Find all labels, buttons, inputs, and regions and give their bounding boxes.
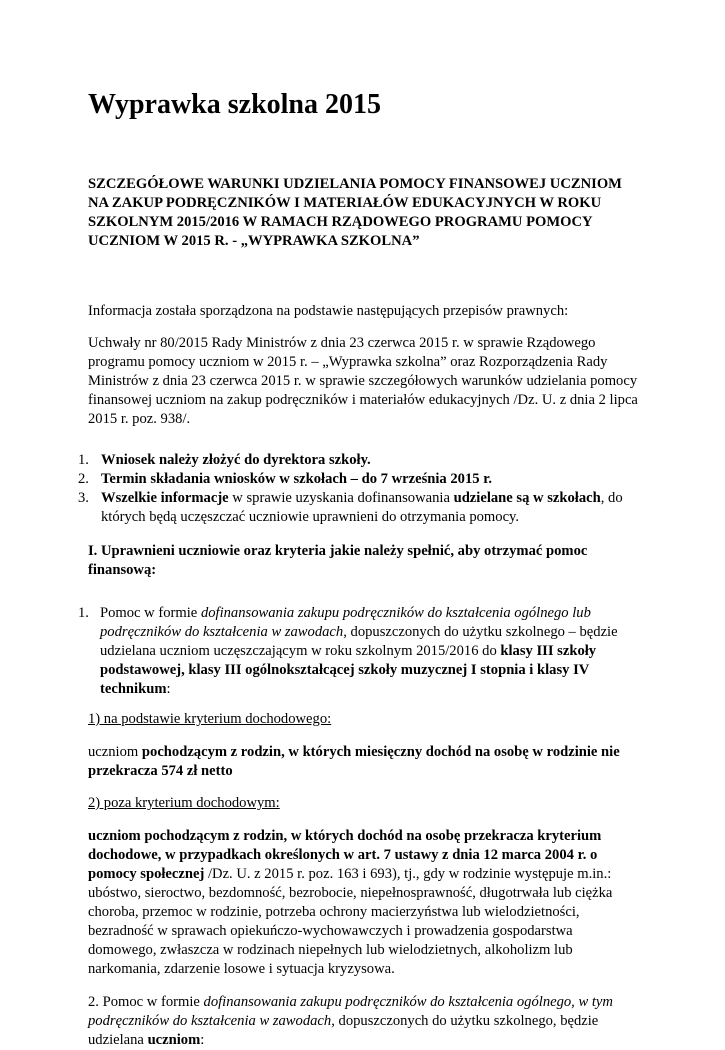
- document-subtitle: SZCZEGÓŁOWE WARUNKI UDZIELANIA POMOCY FINANSOWEJ UCZNIOM NA ZAKUP PODRĘCZNIKÓW I MATERIAŁÓW EDUKACYJNYCH W ROKU SZKOLNYM 2015/2016 W RAMACH RZĄDOWEGO PROGRAMU POMOCY UCZNIOM W 2015 R. - „WYPRAWKA SZKOLNA”: [88, 176, 622, 249]
- non-income-criterion-text: uczniom pochodzącym z rodzin, w których dochód na osobę przekracza kryterium dochodowe, w przypadkach określonych w art. 7 ustawy z dnia 12 marca 2004 r. o pomocy społecznej /Dz. U. z 2015 r. poz. 163 i 693), tj., gdy w rodzinie występuje m.in.: ubóstwo, sieroctwo, bezdomność, bezrobocie, niepełnosprawność, długotrwała lub ciężka choroba, przemoc w rodzinie, potrzeba ochrony macierzyństwa lub wielodzietności, bezradność w sprawach opiekuńczo-wychowawczych i prowadzenia gospodarstwa domowego, zwłaszcza w rodzinach niepełnych lub wielodzietnych, alkoholizm lub narkomania, zdarzenie losowe i sytuacja kryzysowa.: [88, 828, 613, 977]
- list-item: 1. Wniosek należy złożyć do dyrektora szkoły.: [78, 452, 371, 468]
- page-title: Wyprawka szkolna 2015: [88, 89, 382, 120]
- eligibility-item-2: 2. Pomoc w formie dofinansowania zakupu podręczników do kształcenia ogólnego, w tym podręczników do kształcenia w zawodach, dopuszczonych do użytku szkolnego, będzie udzielana uczniom:: [88, 994, 613, 1048]
- income-criterion-heading: 1) na podstawie kryterium dochodowego:: [88, 711, 332, 727]
- income-criterion-text: uczniom pochodzącym z rodzin, w których miesięczny dochód na osobę w rodzinie nie przekracza 574 zł netto: [88, 744, 620, 779]
- document-body: [78, 88, 640, 1050]
- key-info-list: [78, 451, 640, 527]
- intro-paragraph: Informacja została sporządzona na podstawie następujących przepisów prawnych:: [88, 303, 569, 319]
- section-heading: I. Uprawnieni uczniowie oraz kryteria jakie należy spełnić, aby otrzymać pomoc finansową:: [88, 543, 588, 578]
- legal-basis-paragraph: Uchwały nr 80/2015 Rady Ministrów z dnia 23 czerwca 2015 r. w sprawie Rządowego programu pomocy uczniom w 2015 r. – „Wyprawka szkolna” oraz Rozporządzenia Rady Ministrów z dnia 23 czerwca 2015 r. w sprawie szczegółowych warunków udzielania pomocy finansowej uczniom na zakup podręczników i materiałów edukacyjnych /Dz. U. z dnia 2 lipca 2015 r. poz. 938/.: [88, 335, 638, 427]
- non-income-criterion-heading: 2) poza kryterium dochodowym:: [88, 795, 280, 811]
- eligibility-item-1: 1. Pomoc w formie dofinansowania zakupu podręczników do kształcenia ogólnego lub podręczników do kształcenia w zawodach, dopuszczonych do użytku szkolnego – będzie udzielana uczniom uczęszczającym w roku szkolnym 2015/2016 do klasy III szkoły podstawowej, klasy III ogólnokształcącej szkoły muzycznej I stopnia i klasy IV technikum:: [78, 605, 618, 697]
- list-item: 3. Wszelkie informacje w sprawie uzyskania dofinansowania udzielane są w szkołach, do których będą uczęszczać uczniowie uprawnieni do otrzymania pomocy.: [78, 490, 623, 525]
- list-item: 2. Termin składania wniosków w szkołach – do 7 września 2015 r.: [78, 471, 492, 487]
